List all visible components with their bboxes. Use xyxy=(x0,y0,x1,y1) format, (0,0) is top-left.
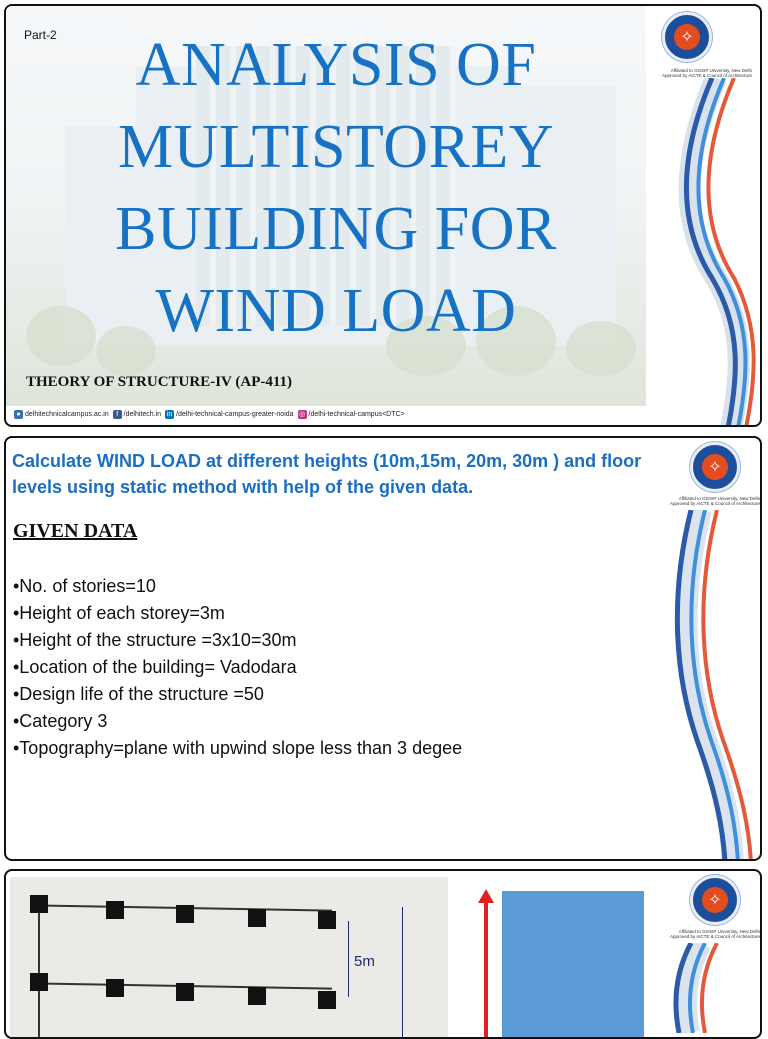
social-links-bar xyxy=(6,405,646,423)
slide-building-plan xyxy=(4,869,762,1039)
logo-caption: Affiliated to GGSIP University, New Delhi Approved by AICTE & Council of Architecture xyxy=(661,68,752,78)
flame-icon: ✧ xyxy=(674,24,700,50)
facebook-link[interactable]: /delhitech.in xyxy=(123,410,162,418)
slide-given-data xyxy=(4,436,762,861)
dimension-label: 5m xyxy=(354,953,375,970)
list-item: •Height of each storey=3m xyxy=(13,603,225,623)
decorative-swoosh xyxy=(661,943,761,1033)
list-item: •Topography=plane with upwind slope less than 3 degee xyxy=(13,738,463,758)
decorative-swoosh xyxy=(646,78,762,427)
list-item: •Category 3 xyxy=(13,711,108,731)
website-link[interactable]: delhitechnicalcampus.ac.in xyxy=(25,410,109,418)
logo-caption: Affiliated to GGSIP University, New Delhi Approved by AICTE & Council of Architecture xyxy=(669,496,760,506)
title-line-3: BUILDING FOR xyxy=(115,195,557,263)
given-data-heading: GIVEN DATA xyxy=(13,520,138,542)
decorative-swoosh xyxy=(661,510,761,861)
college-logo xyxy=(690,875,740,925)
list-item: •Location of the building= Vadodara xyxy=(13,657,297,677)
logo-caption: Affiliated to GGSIP University, New Delhi Approved by AICTE & Council of Architecture xyxy=(669,929,760,939)
list-item: •No. of stories=10 xyxy=(13,576,156,596)
title-line-2: MULTISTOREY xyxy=(117,113,555,181)
slide-title xyxy=(4,4,762,427)
globe-icon: ● xyxy=(14,410,23,419)
title-line-4: WIND LOAD xyxy=(155,277,517,345)
question-text: Calculate WIND LOAD at different heights (10m,15m, 20m, 30m ) and floor levels using static method with help of the given data. xyxy=(12,451,642,497)
instagram-link[interactable]: /delhi-technical-campus<DTC> xyxy=(308,410,405,418)
college-logo xyxy=(662,12,712,62)
instagram-icon: ◎ xyxy=(298,410,306,418)
facebook-icon: f xyxy=(113,410,122,419)
list-item: •Height of the structure =3x10=30m xyxy=(13,630,297,650)
college-logo xyxy=(690,442,740,492)
part-label: Part-2 xyxy=(24,28,57,42)
linkedin-icon: in xyxy=(166,410,173,418)
flame-icon: ✧ xyxy=(702,887,728,913)
linkedin-link[interactable]: /delhi-technical-campus-greater-noida xyxy=(176,410,294,418)
slide-title-heading xyxy=(46,24,626,352)
column-grid-sketch-photo xyxy=(10,877,448,1039)
height-arrow xyxy=(484,901,488,1039)
given-data-list xyxy=(13,573,462,762)
title-line-1: ANALYSIS OF xyxy=(135,31,537,99)
flame-icon: ✧ xyxy=(702,454,728,480)
building-elevation-box xyxy=(502,891,644,1039)
subject-code: THEORY OF STRUCTURE-IV (AP-411) xyxy=(26,374,293,390)
list-item: •Design life of the structure =50 xyxy=(13,684,264,704)
